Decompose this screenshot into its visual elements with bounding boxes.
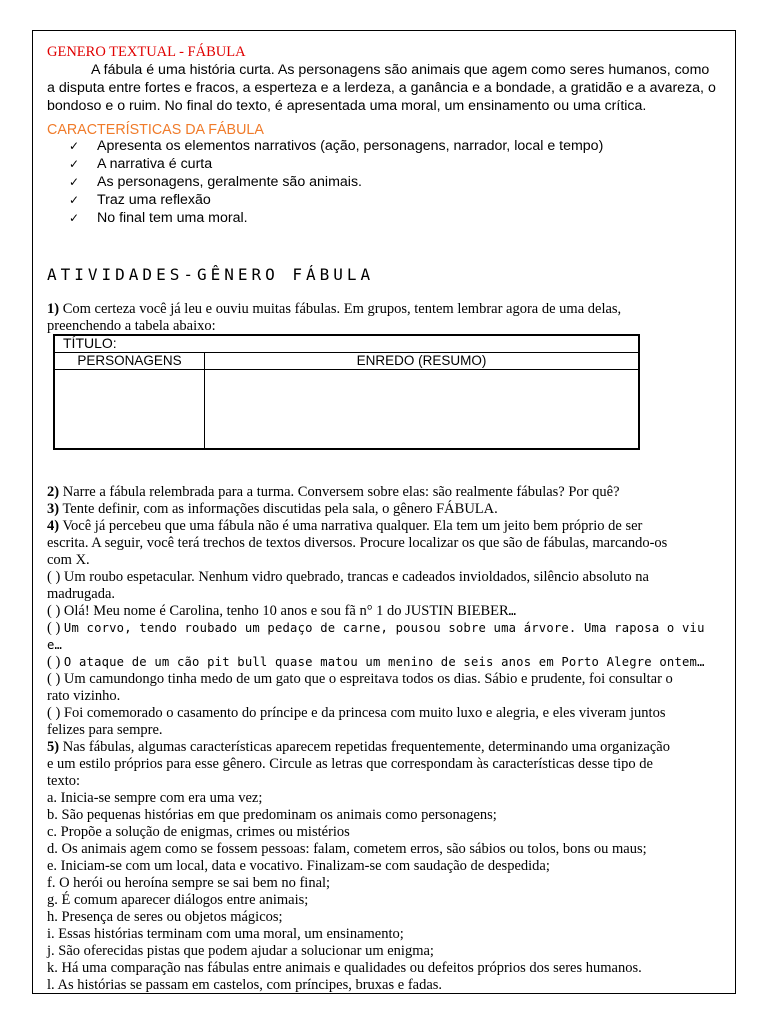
list-item: j. São oferecidas pistas que podem ajudar a solucionar um enigma; [47, 943, 434, 959]
list-item: c. Propõe a solução de enigmas, crimes ou mistérios [47, 824, 350, 840]
characteristics-title: CARACTERÍSTICAS DA FÁBULA [47, 122, 264, 138]
list-item: ✓ Traz uma reflexão [69, 192, 211, 208]
table-title-row [55, 336, 638, 353]
checkmark-icon: ✓ [69, 175, 80, 189]
checkmark-icon: ✓ [69, 193, 80, 207]
genre-label: GENERO TEXTUAL - FÁBULA [47, 44, 246, 60]
fable-table [53, 334, 640, 450]
list-item: b. São pequenas histórias em que predominam os animais como personagens; [47, 807, 497, 823]
worksheet-page [32, 30, 736, 994]
list-item: d. Os animais agem como se fossem pessoas: falam, cometem erros, são sábios ou tolos, bons ou maus; [47, 841, 647, 857]
list-item: e. Iniciam-se com um local, data e vocativo. Finalizam-se com saudação de despedida; [47, 858, 550, 874]
option-3: ( ) Um corvo, tendo roubado um pedaço de carne, pousou sobre uma árvore. Uma raposa o viu e… [47, 620, 705, 652]
question-4: 4) Você já percebeu que uma fábula não é uma narrativa qualquer. Ela tem um jeito bem próprio de ser [47, 518, 643, 534]
list-item: f. O herói ou heroína sempre se sai bem no final; [47, 875, 331, 891]
question-2: 2) Narre a fábula relembrada para a turma. Conversem sobre elas: são realmente fábulas? Por quê? [47, 484, 620, 500]
list-item: l. As histórias se passam em castelos, com príncipes, bruxas e fadas. [47, 977, 443, 993]
questions-2-to-5: 2) Narre a fábula relembrada para a turma. Conversem sobre elas: são realmente fábulas? Por quê? 3) Tente definir, com as informações discutidas pela sala, o gênero FÁBULA. 4) Você já percebeu que uma fábula não é uma narrativa qualquer. Ela tem um jeito bem próprio de ser escrita. A seguir, você terá trechos de textos diversos. Procure localizar os que são de fábulas, marcando-os com X. ( ) Um roubo espetacular. Nenhum vidro quebrado, trancas e cadeados invioldados, silêncio absoluto na madrugada. ( ) Olá! Meu nome é Carolina, tenho 10 anos e sou fã n° 1 do JUSTIN BIEBER… ( ) Um corvo, tendo roubado um pedaço de carne, pousou sobre uma árvore. Uma raposa o viu e… ( ) O ataque de um cão pit bull quase matou um menino de seis anos em Porto Alegre ontem… ( ) Um camundongo tinha medo de um gato que o espreitava todos os dias. Sábio e prudente, foi consultar o rato vizinho. ( ) Foi comemorado o casamento do príncipe e da princesa com muito luxo e alegria, e eles viveram juntos felizes para sempre. 5) Nas fábulas, algumas características aparecem repetidas frequentemente, determinando uma organização e um estilo próprios para esse gênero. Circule as letras que correspondam às características desse tipo de texto: a. Inicia-se sempre com era uma vez; b. São pequenas histórias em que predominam os animais como personagens; c. Propõe a solução de enigmas, crimes ou mistérios d. Os animais agem como se fossem pessoas: falam, cometem erros, são sábios ou tolos, bons ou maus; e. Iniciam-se com um local, data e vocativo. Finalizam-se com saudação de despedida; f. O herói ou heroína sempre se sai bem no final; g. É comum aparecer diálogos entre animais; h. Presença de seres ou objetos mágicos; i. Essas histórias terminam com uma moral, um ensinamento; j. São oferecidas pistas que podem ajudar a solucionar um enigma; k. Há uma comparação nas fábulas entre animais e qualidades ou defeitos próprios dos seres humanos. l. As histórias se passam em castelos, com príncipes, bruxas e fadas. [47, 484, 723, 994]
option-2: ( ) Olá! Meu nome é Carolina, tenho 10 anos e sou fã n° 1 do JUSTIN BIEBER… [47, 603, 517, 619]
question-number: 1) [47, 301, 60, 317]
list-item: i. Essas histórias terminam com uma moral, um ensinamento; [47, 926, 404, 942]
list-item: h. Presença de seres ou objetos mágicos; [47, 909, 283, 925]
list-item: g. É comum aparecer diálogos entre animais; [47, 892, 309, 908]
table-header-personagens: PERSONAGENS [77, 353, 182, 368]
table-title-label: TÍTULO: [63, 335, 117, 351]
question-3: 3) Tente definir, com as informações discutidas pela sala, o gênero FÁBULA. [47, 501, 498, 517]
list-item: ✓ Apresenta os elementos narrativos (ação, personagens, narrador, local e tempo) [69, 138, 604, 154]
list-item: k. Há uma comparação nas fábulas entre animais e qualidades ou defeitos próprios dos seres humanos. [47, 960, 642, 976]
table-header-enredo: ENREDO (RESUMO) [356, 353, 487, 368]
option-6: ( ) Foi comemorado o casamento do príncipe e da princesa com muito luxo e alegria, e eles viveram juntos [47, 705, 666, 721]
intro-line-2: a disputa entre fortes e fracos, a esperteza e a lerdeza, a ganância e a bondade, a gratidão e a avareza, o [47, 80, 716, 96]
intro-paragraph [47, 43, 723, 115]
list-item: ✓ No final tem uma moral. [69, 210, 248, 226]
checkmark-icon: ✓ [69, 157, 80, 171]
option-5: ( ) Um camundongo tinha medo de um gato que o espreitava todos os dias. Sábio e prudente, foi consultar o [47, 671, 673, 687]
intro-line-3: bondoso e o ruim. No final do texto, é apresentada uma moral, um ensinamento ou uma crítica. [47, 98, 647, 114]
option-1: ( ) Um roubo espetacular. Nenhum vidro quebrado, trancas e cadeados invioldados, silêncio absoluto na [47, 569, 649, 585]
list-item: ✓ As personagens, geralmente são animais. [69, 174, 362, 190]
checkmark-icon: ✓ [69, 139, 80, 153]
intro-line-1: A fábula é uma história curta. As personagens são animais que agem como seres humanos, como [91, 62, 710, 78]
option-4: ( ) O ataque de um cão pit bull quase matou um menino de seis anos em Porto Alegre ontem… [47, 654, 705, 670]
question-1: 1) Com certeza você já leu e ouviu muitas fábulas. Em grupos, tentem lembrar agora de uma delas, preenchendo a tabela abaixo: [47, 301, 622, 334]
question-5: 5) Nas fábulas, algumas características aparecem repetidas frequentemente, determinando uma organização [47, 739, 670, 755]
list-item: ✓ A narrativa é curta [69, 156, 213, 172]
list-item: a. Inicia-se sempre com era uma vez; [47, 790, 263, 806]
checkmark-icon: ✓ [69, 211, 80, 225]
activities-heading: ATIVIDADES-GÊNERO FÁBULA [47, 265, 375, 284]
characteristics-list [69, 137, 603, 227]
